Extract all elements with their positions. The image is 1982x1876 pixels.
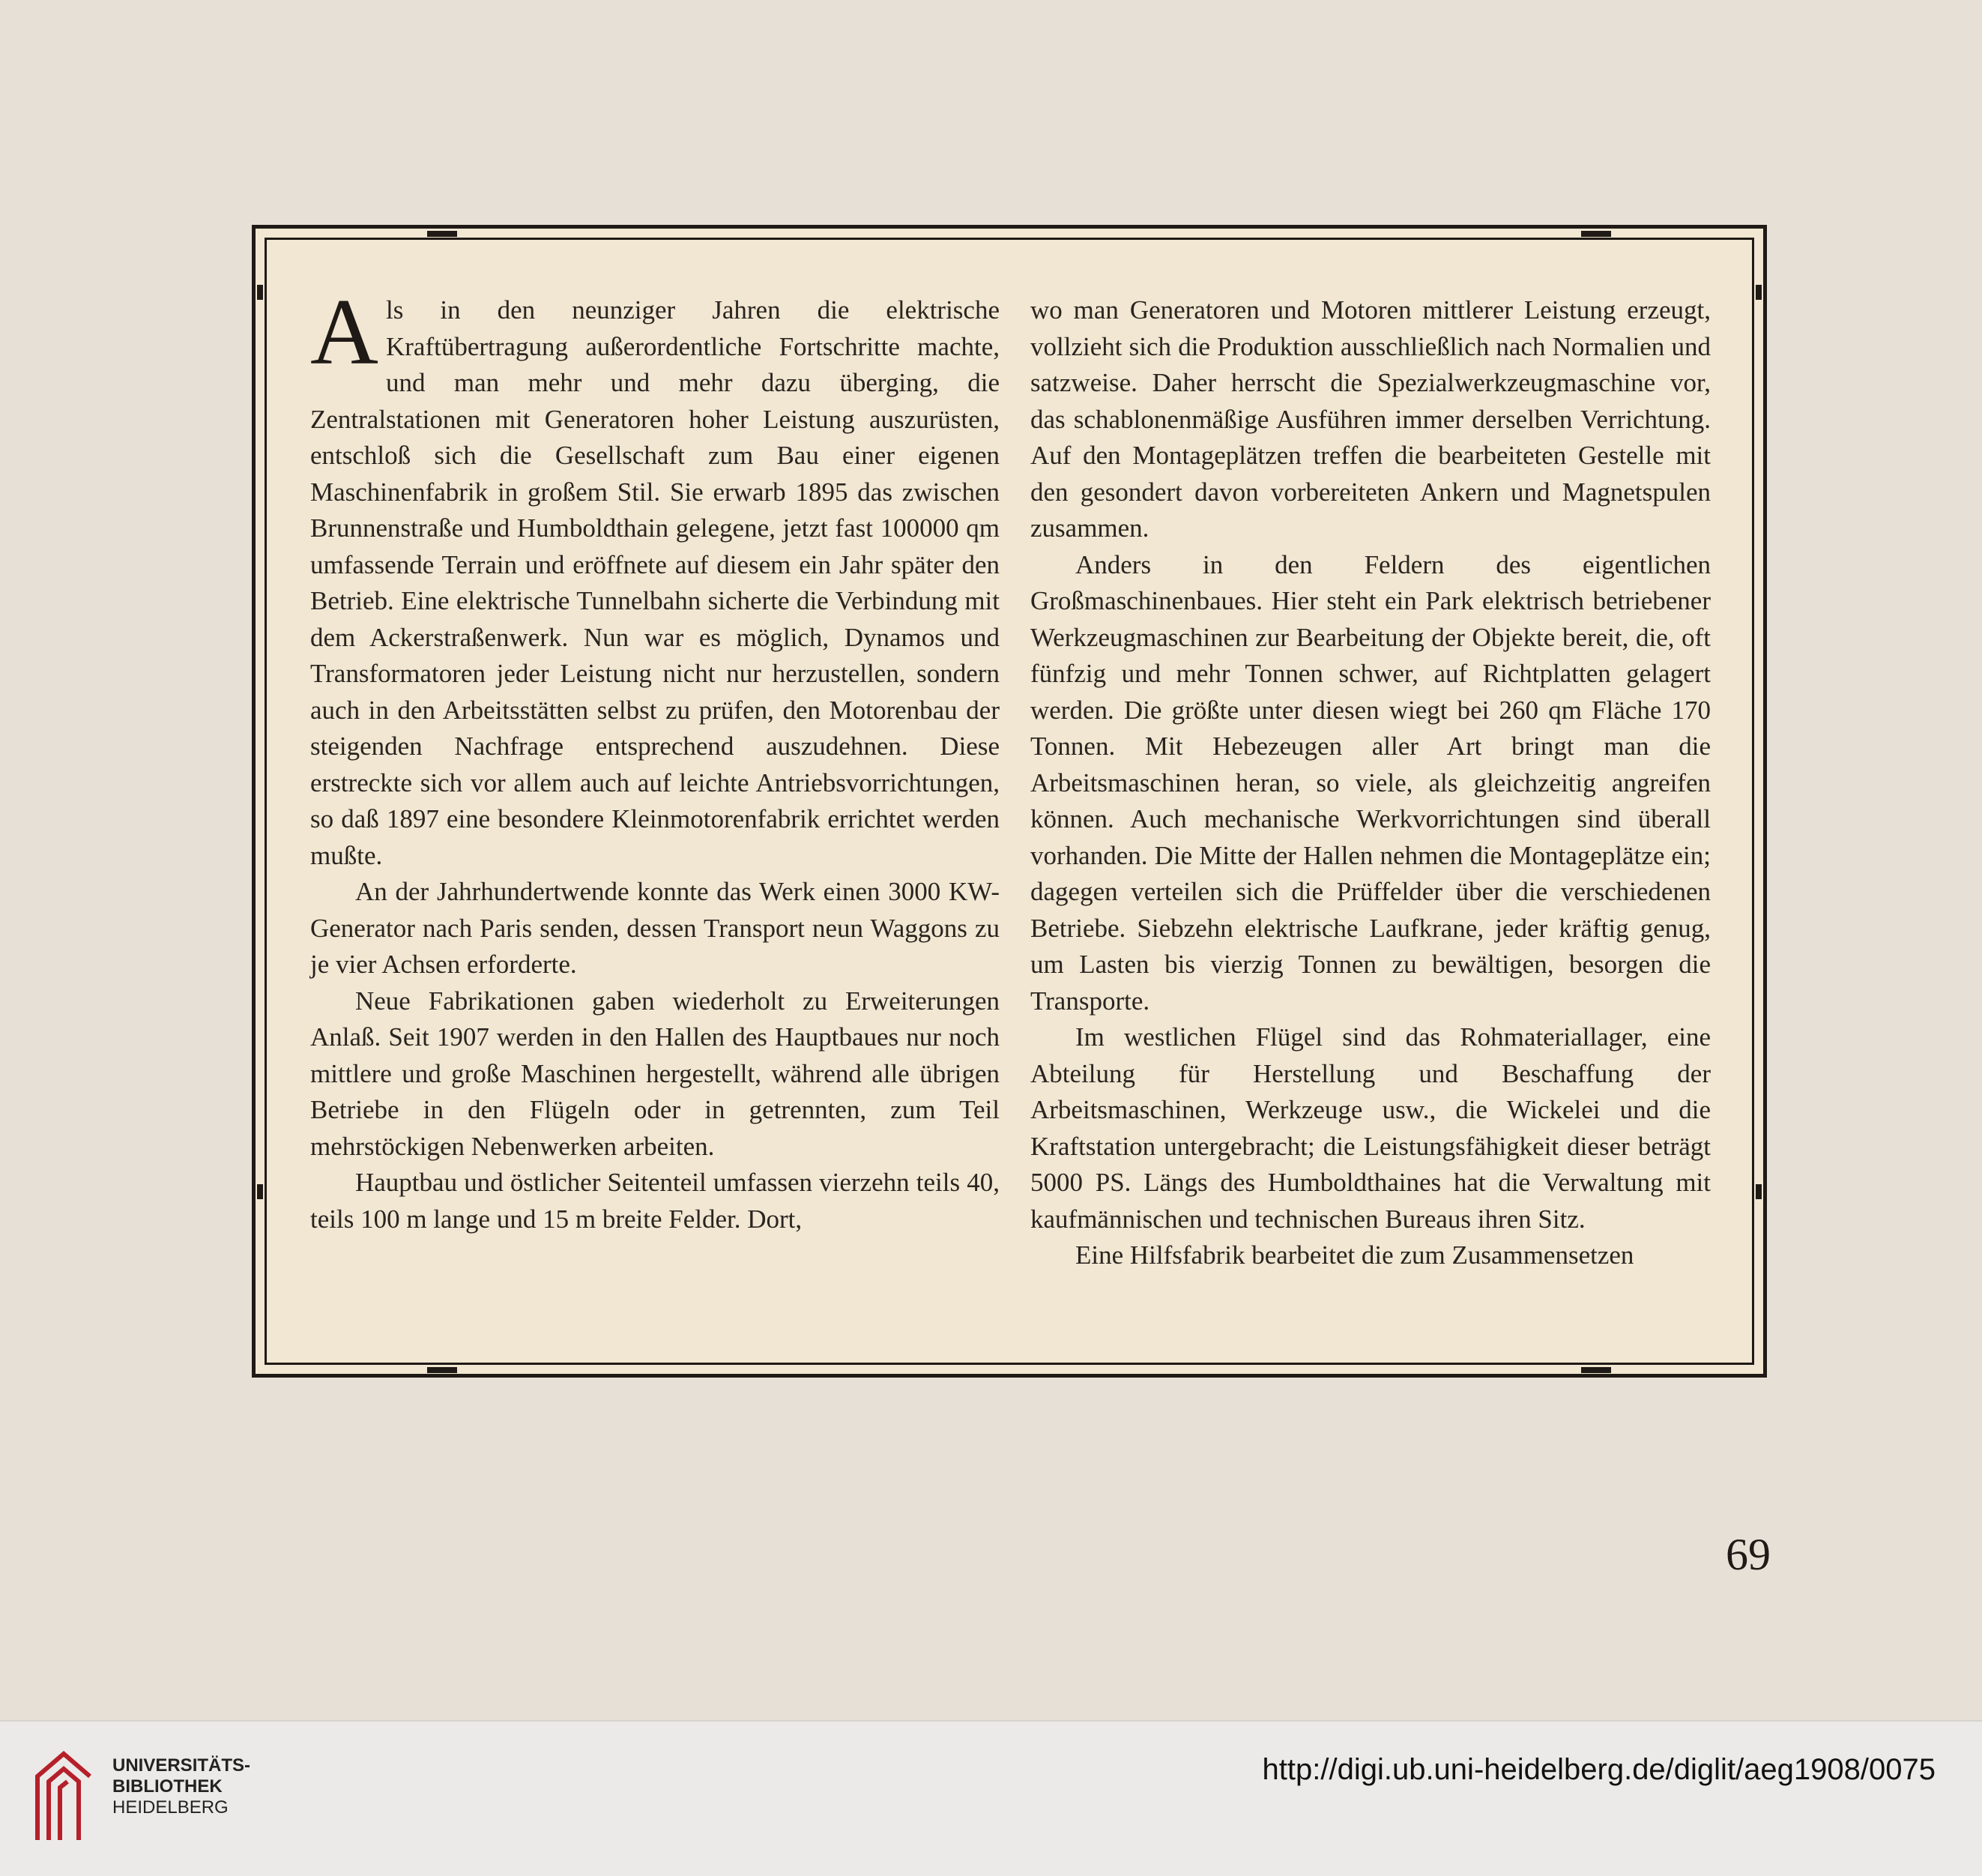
frame-ornament-bottom-right xyxy=(1581,1367,1611,1373)
frame-ornament-top-left xyxy=(427,231,457,237)
drop-cap: A xyxy=(310,280,378,384)
frame-ornament-right-top xyxy=(1756,285,1762,300)
frame-ornament-left-bottom xyxy=(257,1184,263,1199)
left-text-column xyxy=(310,280,1000,1237)
paragraph-1-text: ls in den neunziger Jahren die elektrische Kraftübertragung außerordentliche Fortschritte machte, und man mehr und mehr dazu überging, die Zentralstationen mit Generatoren hoher Leistung auszurüsten, entschloß sich die Gesellschaft zum Bau einer eigenen Maschinenfabrik in großem Stil. Sie erwarb 1895 das zwischen Brunnenstraße und Humboldthain gelegene, jetzt fast 100000 qm umfassende Terrain und eröffnete auf diesem ein Jahr später den Betrieb. Eine elektrische Tunnelbahn sicherte die Verbindung mit dem Ackerstraßenwerk. Nun war es möglich, Dynamos und Transformatoren jeder Leistung nicht nur herzustellen, sondern auch in den Arbeitsstätten selbst zu prüfen, den Motorenbau der steigenden Nachfrage entsprechend auszudehnen. Diese erstreckte sich vor allem auch auf leichte Antriebsvorrichtungen, so daß 1897 eine besondere Kleinmotorenfabrik errichtet werden mußte. xyxy=(310,295,1000,870)
library-name-line1: UNIVERSITÄTS- xyxy=(112,1755,251,1776)
paragraph-3: Neue Fabrikationen gaben wiederholt zu Erweiterungen Anlaß. Seit 1907 werden in den Hallen des Hauptbaues nur noch mittlere und große Maschinen hergestellt, während alle übrigen Betriebe in den Flügeln oder in getrennten, zum Teil mehrstöckigen Nebenwerken arbeiten. xyxy=(310,986,1000,1161)
frame-ornament-bottom-left xyxy=(427,1367,457,1373)
library-logo-icon xyxy=(22,1743,105,1848)
paragraph-1 xyxy=(310,280,1000,874)
frame-ornament-left-top xyxy=(257,285,263,300)
paragraph-2: An der Jahrhundertwende konnte das Werk einen 3000 KW-Generator nach Paris senden, dessen Transport neun Waggons zu je vier Achsen erforderte. xyxy=(310,877,1000,979)
paragraph-6: Anders in den Feldern des eigentlichen Großmaschinenbaues. Hier steht ein Park elektrisch betriebener Werkzeugmaschinen zur Bearbeitung der Objekte bereit, die, oft fünfzig und mehr Tonnen schwer, auf Richtplatten gelagert werden. Die größte unter diesen wiegt bei 260 qm Fläche 170 Tonnen. Mit Hebezeugen aller Art bringt man die Arbeitsmaschinen heran, so viele, als gleichzeitig angreifen können. Auch mechanische Werkvorrichtungen sind überall vorhanden. Die Mitte der Hallen nehmen die Montageplätze ein; dagegen verteilen sich die Prüffelder über die verschiedenen Betriebe. Siebzehn elektrische Laufkrane, jeder kräftig genug, um Lasten bis vierzig Tonnen zu bewältigen, besorgen die Transporte. xyxy=(1030,549,1711,1016)
library-name-line2: BIBLIOTHEK xyxy=(112,1776,223,1797)
library-footer xyxy=(0,1720,1982,1876)
paragraph-5: wo man Generatoren und Motoren mittlerer Leistung erzeugt, vollzieht sich die Produktion ausschließlich nach Normalien und satzweise. Daher herrscht die Spezialwerkzeugmaschine vor, das schablonenmäßige Ausführen immer derselben Verrichtung. Auf den Montageplätzen treffen die bearbeiteten Gestelle mit den gesondert davon vorbereiteten Ankern und Magnetspulen zusammen. xyxy=(1030,295,1711,543)
page-number: 69 xyxy=(1726,1530,1771,1579)
paragraph-4: Hauptbau und östlicher Seitenteil umfassen vierzehn teils 40, teils 100 m lange und 15 m breite Felder. Dort, xyxy=(310,1168,1000,1234)
paragraph-7: Im westlichen Flügel sind das Rohmateriallager, eine Abteilung für Herstellung und Beschaffung der Arbeitsmaschinen, Werkzeuge usw., die Wickelei und die Kraftstation untergebracht; die Leistungsfähigkeit dieser beträgt 5000 PS. Längs des Humboldthaines hat die Verwaltung mit kaufmännischen und technischen Bureaus ihren Sitz. xyxy=(1030,1022,1711,1234)
library-name-line3: HEIDELBERG xyxy=(112,1797,229,1818)
source-url-link[interactable]: http://digi.ub.uni-heidelberg.de/diglit/aeg1908/0075 xyxy=(1262,1753,1936,1786)
paragraph-8: Eine Hilfsfabrik bearbeitet die zum Zusammensetzen xyxy=(1075,1240,1634,1270)
library-name xyxy=(112,1755,250,1818)
frame-ornament-top-right xyxy=(1581,231,1611,237)
frame-ornament-right-bottom xyxy=(1756,1184,1762,1199)
right-text-column xyxy=(1030,292,1711,1274)
